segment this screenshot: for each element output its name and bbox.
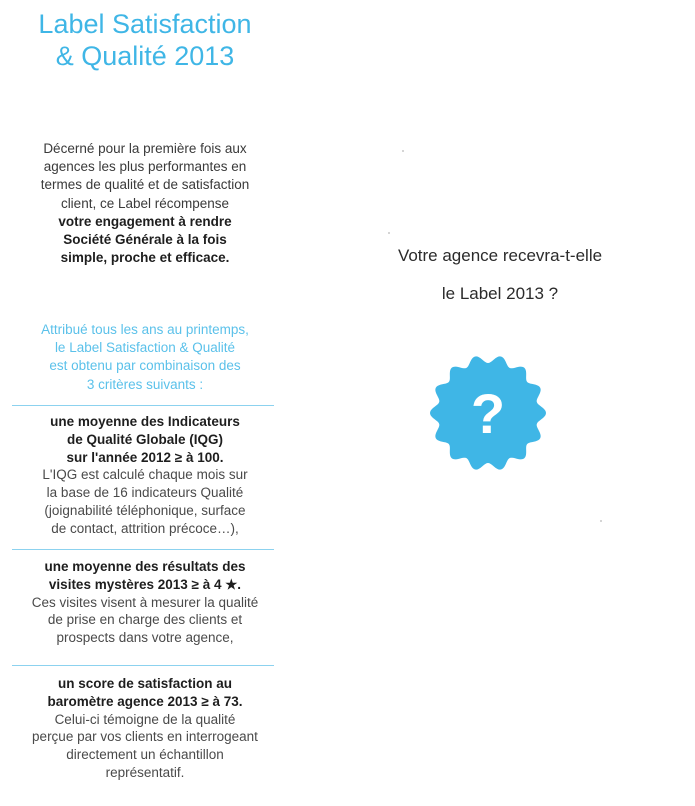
intro-line: termes de qualité et de satisfaction <box>40 177 250 193</box>
criterion-line: représentatif. <box>105 764 185 780</box>
criterion-line: de prise en charge des clients et <box>47 612 243 628</box>
title-line-1: Label Satisfaction <box>38 9 252 39</box>
criterion-bold-line: baromètre agence 2013 ≥ à 73. <box>47 693 243 709</box>
intro-bold-line: Société Générale à la fois <box>63 232 227 248</box>
criterion-bold-line: un score de satisfaction au <box>57 676 233 691</box>
left-column <box>0 0 290 806</box>
intro-line: client, ce Label récompense <box>60 195 230 211</box>
criterion-line: perçue par vos clients en interrogeant <box>32 729 258 745</box>
criterion-1 <box>0 413 290 538</box>
divider <box>12 405 274 406</box>
attribution-line: Attribué tous les ans au printemps, <box>41 322 249 337</box>
paper-speck <box>600 520 602 522</box>
criterion-line: (joignabilité téléphonique, surface <box>44 502 246 518</box>
paper-speck <box>388 232 390 234</box>
criterion-line: L'IQG est calculé chaque mois sur <box>42 467 248 483</box>
paper-speck <box>402 150 404 152</box>
criterion-line: Ces visites visent à mesurer la qualité <box>31 594 259 610</box>
intro-bold-line: simple, proche et efficace. <box>60 250 230 266</box>
question-line-2: le Label 2013 ? <box>441 284 559 303</box>
criterion-line: directement un échantillon <box>66 747 224 763</box>
attribution-line: le Label Satisfaction & Qualité <box>54 340 236 356</box>
criterion-2 <box>0 558 290 647</box>
divider <box>12 665 274 666</box>
attribution-paragraph <box>0 321 290 394</box>
question-line-1: Votre agence recevra-t-elle <box>397 246 603 265</box>
criterion-line: Celui-ci témoigne de la qualité <box>54 711 236 727</box>
badge-question-mark: ? <box>470 382 506 445</box>
criterion-bold-line: sur l'année 2012 ≥ à 100. <box>66 449 224 465</box>
criterion-line: la base de 16 indicateurs Qualité <box>46 485 244 501</box>
question-badge-svg <box>428 353 548 473</box>
criterion-bold-line: visites mystères 2013 ≥ à 4 ★. <box>48 576 242 592</box>
divider <box>12 549 274 550</box>
criterion-line: de contact, attrition précoce…), <box>51 520 239 536</box>
intro-line: agences les plus performantes en <box>43 159 247 175</box>
intro-bold-line: votre engagement à rendre <box>58 213 232 229</box>
criterion-3 <box>0 675 290 782</box>
question-badge-icon <box>428 353 548 473</box>
attribution-line: est obtenu par combinaison des <box>49 358 241 374</box>
criterion-bold-line: une moyenne des résultats des <box>44 559 246 574</box>
criterion-bold-line: une moyenne des Indicateurs <box>50 414 240 429</box>
intro-paragraph <box>0 140 290 267</box>
criterion-bold-line: de Qualité Globale (IQG) <box>66 431 224 447</box>
criterion-line: prospects dans votre agence, <box>56 630 234 646</box>
attribution-line: 3 critères suivants : <box>86 376 204 392</box>
title-line-2: & Qualité 2013 <box>55 41 235 71</box>
intro-line: Décerné pour la première fois aux <box>43 141 247 156</box>
